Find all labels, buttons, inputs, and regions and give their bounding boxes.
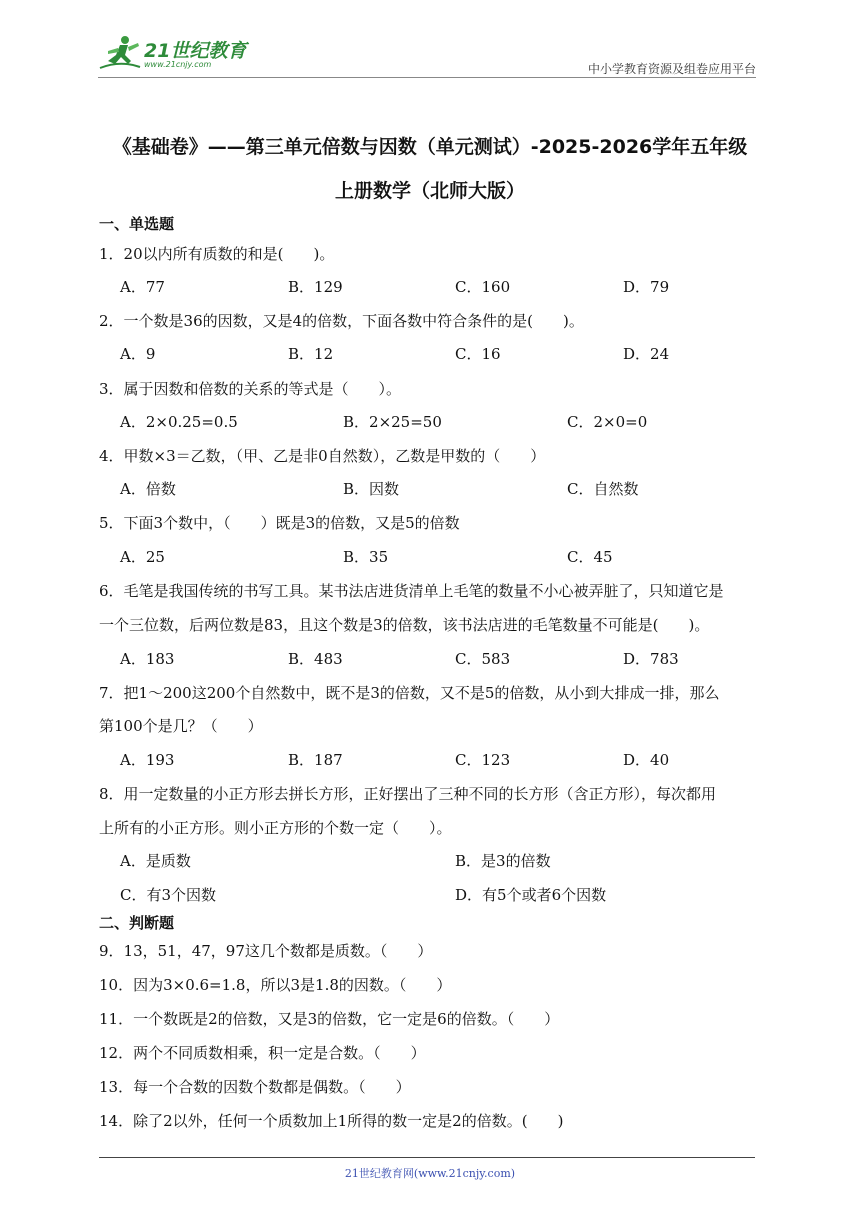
section-heading-true-false: 二、判断题 — [99, 914, 175, 932]
q6-option-d[interactable]: D．783 — [623, 650, 679, 668]
question-7-line2: 第100个是几？（ ） — [99, 717, 263, 735]
logo-url: www.21cnjy.com — [144, 60, 212, 69]
q7-option-d[interactable]: D．40 — [623, 751, 670, 769]
q1-option-d[interactable]: D．79 — [623, 278, 670, 296]
q8-option-c[interactable]: C．有3个因数 — [120, 886, 217, 904]
question-12: 12．两个不同质数相乘，积一定是合数。（ ） — [99, 1044, 426, 1062]
q4-option-c[interactable]: C．自然数 — [567, 480, 639, 498]
q8-option-a[interactable]: A．是质数 — [120, 852, 191, 870]
q1-option-b[interactable]: B．129 — [288, 278, 343, 296]
footer-divider — [99, 1157, 755, 1158]
q4-option-b[interactable]: B．因数 — [343, 480, 400, 498]
q8-option-b[interactable]: B．是3的倍数 — [455, 852, 551, 870]
question-2: 2．一个数是36的因数，又是4的倍数，下面各数中符合条件的是( )。 — [99, 312, 584, 330]
q2-option-d[interactable]: D．24 — [623, 345, 670, 363]
q2-option-a[interactable]: A．9 — [120, 345, 156, 363]
q8-option-d[interactable]: D．有5个或者6个因数 — [455, 886, 607, 904]
question-5: 5．下面3个数中，（ ）既是3的倍数，又是5的倍数 — [99, 514, 460, 532]
question-1: 1．20以内所有质数的和是( )。 — [99, 245, 335, 263]
section-heading-single-choice: 一、单选题 — [99, 215, 175, 233]
runner-logo-icon — [98, 34, 142, 72]
q5-option-b[interactable]: B．35 — [343, 548, 389, 566]
question-8-line1: 8．用一定数量的小正方形去拼长方形，正好摆出了三种不同的长方形（含正方形），每次都用 — [99, 785, 717, 803]
q2-option-c[interactable]: C．16 — [455, 345, 501, 363]
q7-option-c[interactable]: C．123 — [455, 751, 511, 769]
q1-option-a[interactable]: A．77 — [120, 278, 165, 296]
q6-option-b[interactable]: B．483 — [288, 650, 343, 668]
page-title-line2: 上册数学（北师大版） — [334, 180, 525, 202]
question-7-line1: 7．把1～200这200个自然数中，既不是3的倍数，又不是5的倍数，从小到大排成一排，那么 — [99, 684, 720, 702]
question-14: 14．除了2以外，任何一个质数加上1所得的数一定是2的倍数。( ) — [99, 1112, 564, 1130]
site-logo[interactable] — [98, 30, 268, 76]
q6-option-a[interactable]: A．183 — [120, 650, 175, 668]
question-3: 3．属于因数和倍数的关系的等式是（ ）。 — [99, 380, 402, 398]
q3-option-c[interactable]: C．2×0=0 — [567, 413, 648, 431]
question-6-line1: 6．毛笔是我国传统的书写工具。某书法店进货清单上毛笔的数量不小心被弄脏了，只知道它是 — [99, 582, 724, 600]
page-title-line1: 《基础卷》——第三单元倍数与因数（单元测试）-2025-2026学年五年级 — [112, 136, 748, 158]
page-header — [98, 30, 756, 78]
q3-option-b[interactable]: B．2×25=50 — [343, 413, 442, 431]
q6-option-c[interactable]: C．583 — [455, 650, 511, 668]
question-4: 4．甲数×3＝乙数，（甲、乙是非0自然数），乙数是甲数的（ ） — [99, 447, 546, 465]
q7-option-a[interactable]: A．193 — [120, 751, 175, 769]
platform-name: 中小学教育资源及组卷应用平台 — [587, 62, 756, 76]
footer-link[interactable]: 21世纪教育网(www.21cnjy.com) — [344, 1167, 516, 1180]
q7-option-b[interactable]: B．187 — [288, 751, 343, 769]
header-divider — [98, 77, 756, 78]
q3-option-a[interactable]: A．2×0.25=0.5 — [120, 413, 238, 431]
question-11: 11．一个数既是2的倍数，又是3的倍数，它一定是6的倍数。（ ） — [99, 1010, 560, 1028]
q5-option-c[interactable]: C．45 — [567, 548, 613, 566]
question-9: 9．13，51，47，97这几个数都是质数。（ ） — [99, 942, 433, 960]
question-8-line2: 上所有的小正方形。则小正方形的个数一定（ ）。 — [99, 819, 452, 837]
q1-option-c[interactable]: C．160 — [455, 278, 511, 296]
logo-text: 21世纪教育 — [144, 40, 247, 62]
q2-option-b[interactable]: B．12 — [288, 345, 334, 363]
q5-option-a[interactable]: A．25 — [120, 548, 165, 566]
question-13: 13．每一个合数的因数个数都是偶数。（ ） — [99, 1078, 411, 1096]
question-10: 10．因为3×0.6=1.8，所以3是1.8的因数。（ ） — [99, 976, 452, 994]
q4-option-a[interactable]: A．倍数 — [120, 480, 176, 498]
question-6-line2: 一个三位数，后两位数是83，且这个数是3的倍数，该书法店进的毛笔数量不可能是( )。 — [99, 616, 710, 634]
